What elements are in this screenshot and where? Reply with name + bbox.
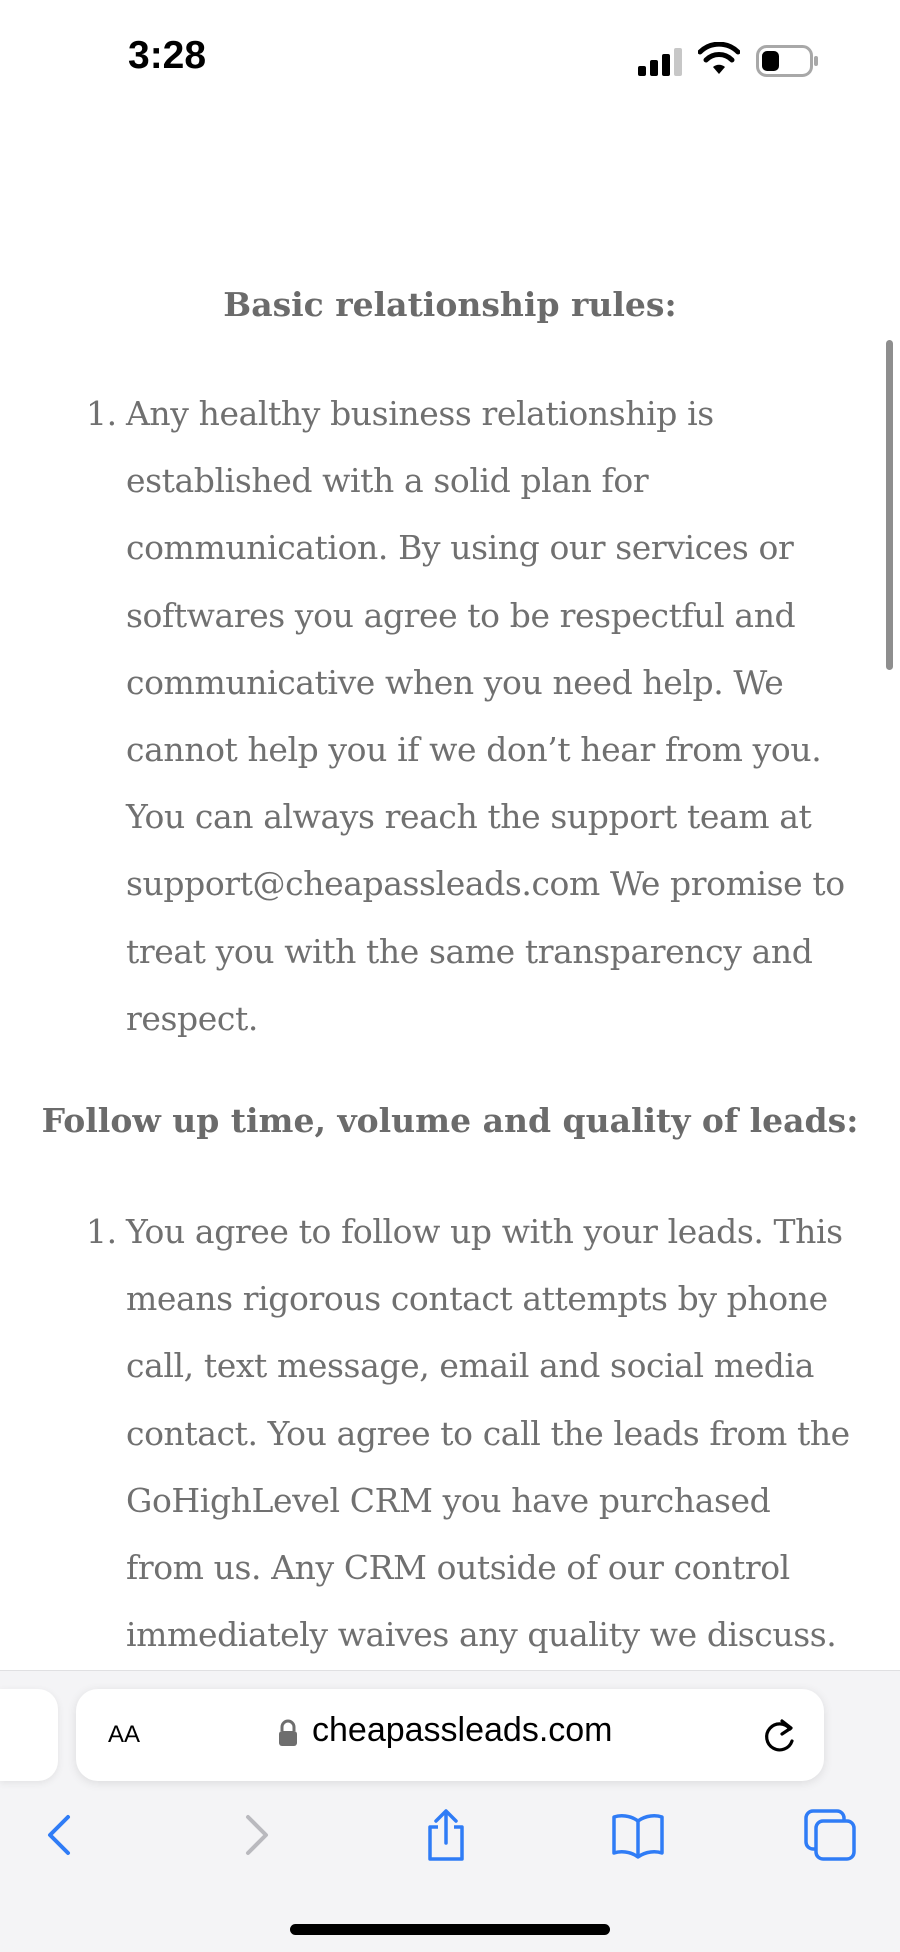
reload-icon[interactable] — [760, 1715, 798, 1755]
text-line: from us. Any CRM outside of our control — [126, 1548, 790, 1588]
section-heading-relationship-rules: Basic relationship rules: — [223, 285, 677, 324]
scroll-indicator[interactable] — [886, 340, 893, 670]
browser-toolbar — [0, 1670, 900, 1952]
list-number: 1. — [86, 394, 117, 433]
text-size-label: AA — [108, 1721, 141, 1748]
list-number: 1. — [86, 1212, 117, 1251]
text-line: treat you with the same transparency and — [126, 931, 813, 971]
text-line: established with a solid plan for — [126, 461, 649, 501]
section-heading-follow-up: Follow up time, volume and quality of leads: — [41, 1101, 859, 1140]
text-line: call, text message, email and social media — [126, 1346, 814, 1386]
text-line-support-email: support@cheapassleads.com We promise to — [126, 864, 845, 904]
text-line: contact. You agree to call the leads from the — [126, 1413, 850, 1453]
forward-arrow-icon[interactable] — [226, 1805, 286, 1865]
text-line: Any healthy business relationship is — [126, 394, 714, 433]
text-line: immediately waives any quality we discuss. — [126, 1615, 837, 1655]
text-line: cannot help you if we don’t hear from you. — [126, 730, 822, 770]
cellular-signal-icon — [638, 48, 684, 76]
tabs-icon[interactable] — [800, 1805, 860, 1865]
back-arrow-icon[interactable] — [30, 1805, 90, 1865]
text-line: communicative when you need help. We — [126, 662, 784, 702]
text-line: You can always reach the support team at — [126, 797, 812, 837]
wifi-icon — [698, 42, 740, 76]
bookmarks-icon[interactable] — [608, 1805, 668, 1865]
status-bar — [0, 0, 900, 120]
text-line: communication. By using our services or — [126, 528, 794, 568]
address-bar[interactable] — [76, 1689, 824, 1781]
text-line: GoHighLevel CRM you have purchased — [126, 1480, 771, 1520]
battery-icon — [756, 45, 820, 77]
status-time: 3:28 — [128, 34, 207, 77]
previous-tab-preview[interactable] — [0, 1689, 58, 1781]
text-line: respect. — [126, 998, 258, 1038]
text-line: softwares you agree to be respectful and — [126, 595, 796, 635]
share-icon[interactable] — [416, 1805, 476, 1865]
list-item — [86, 1198, 850, 1668]
url-text[interactable]: cheapassleads.com — [312, 1711, 613, 1749]
text-size-button[interactable] — [108, 1713, 140, 1750]
text-line: means rigorous contact attempts by phone — [126, 1279, 828, 1319]
text-line: You agree to follow up with your leads. This — [126, 1212, 843, 1251]
home-indicator[interactable] — [290, 1924, 610, 1935]
list-item — [86, 380, 846, 1052]
lock-icon — [278, 1719, 298, 1747]
